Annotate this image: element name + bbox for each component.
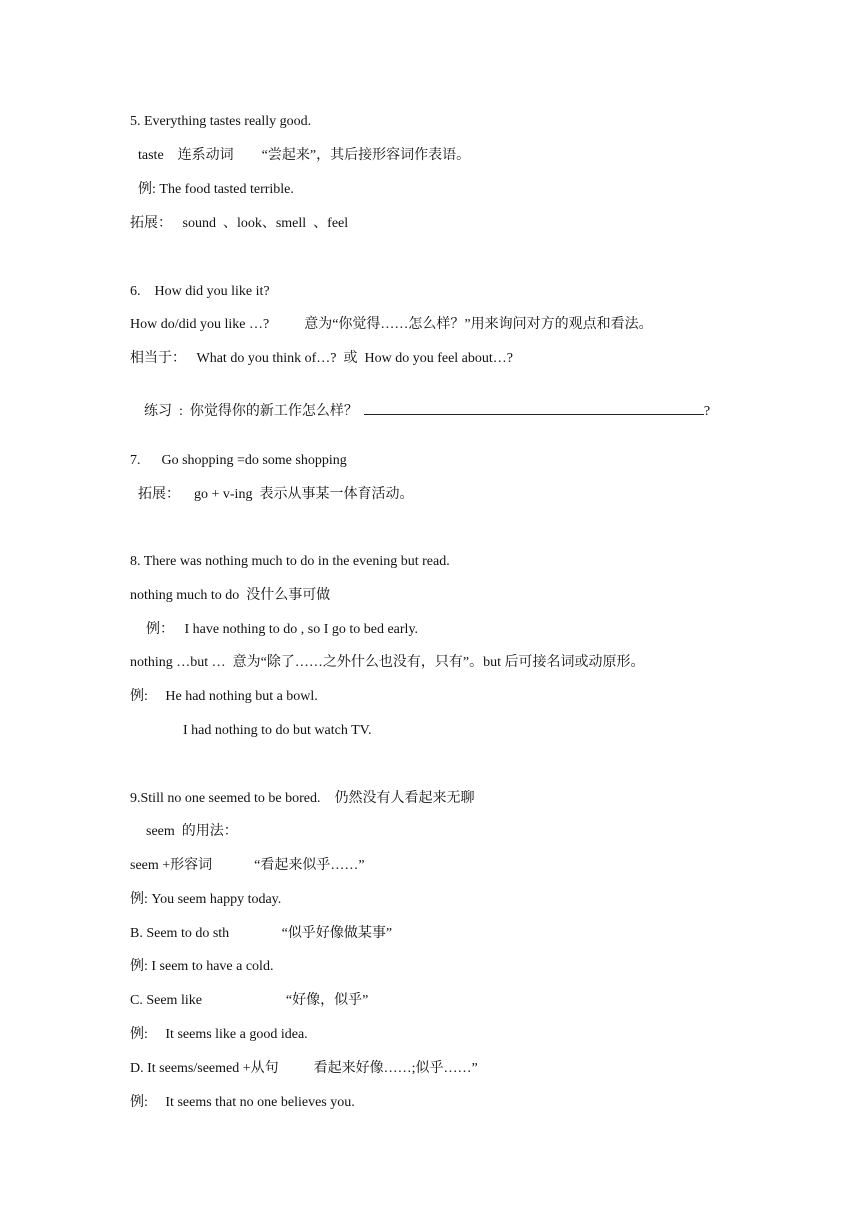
section-9-rule-d: D. It seems/seemed +从句 看起来好像……;似乎……”: [130, 1061, 478, 1076]
exercise-prompt: 练习 : 你觉得你的新工作怎么样？: [144, 404, 358, 419]
section-7-extension: 拓展： go + v-ing 表示从事某一体育活动。: [138, 487, 414, 502]
section-5-example: 例: The food tasted terrible.: [138, 182, 294, 197]
section-8-usage: nothing …but … 意为“除了……之外什么也没有，只有”。but 后可接名词或动原形。: [130, 655, 645, 670]
section-7-title: 7. Go shopping =do some shopping: [130, 453, 347, 468]
section-6-exercise: [130, 384, 711, 419]
section-9-example-b: 例: I seem to have a cold.: [130, 959, 274, 974]
section-6-line: How do/did you like …? 意为“你觉得……怎么样？”用来询问对方的观点和看法。: [130, 317, 653, 332]
section-5-extension: 拓展： sound 、look、smell 、feel: [130, 216, 349, 231]
section-8-example: 例： I have nothing to do , so I go to bed early.: [146, 622, 419, 637]
section-9-rule-b: B. Seem to do sth “似乎好像做某事”: [130, 926, 393, 941]
section-6-title: 6. How did you like it?: [130, 284, 270, 299]
section-9-usage-heading: seem 的用法：: [146, 824, 238, 839]
section-8-title: 8. There was nothing much to do in the evening but read.: [130, 554, 450, 569]
section-9-rule-a: seem +形容词 “看起来似乎……”: [130, 858, 365, 873]
section-5-title: 5. Everything tastes really good.: [130, 114, 312, 129]
section-9-example-a: 例: You seem happy today.: [130, 892, 282, 907]
section-9-rule-c: C. Seem like “好像，似乎”: [130, 993, 369, 1008]
section-5-line: taste 连系动词 “尝起来”，其后接形容词作表语。: [138, 148, 471, 163]
section-6-equivalent: 相当于： What do you think of…? 或 How do you feel about…?: [130, 351, 513, 366]
section-8-line: nothing much to do 没什么事可做: [130, 588, 331, 603]
section-9-example-c: 例: It seems like a good idea.: [130, 1027, 308, 1042]
exercise-question-mark: ?: [703, 404, 711, 419]
section-8-example-3: I had nothing to do but watch TV.: [183, 723, 372, 738]
section-8-example-2: 例: He had nothing but a bowl.: [130, 689, 318, 704]
answer-blank[interactable]: [364, 402, 704, 415]
section-9-title: 9.Still no one seemed to be bored. 仍然没有人看起来无聊: [130, 791, 475, 806]
section-9-example-d: 例: It seems that no one believes you.: [130, 1095, 355, 1110]
